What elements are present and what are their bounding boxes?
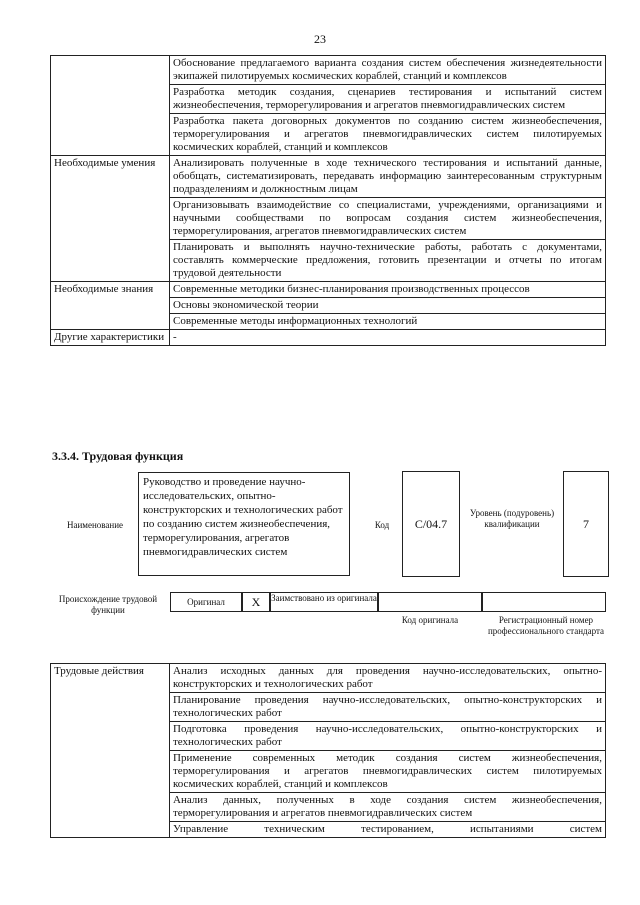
row-label: [51, 56, 170, 156]
reg-number-cell: [482, 592, 606, 612]
table-cell: Применение современных методик создания систем жизнеобеспечения, терморегулирования и агрегатов пневмогидравлических систем пилотируемых космических кораблей, станций и комплексов: [170, 751, 606, 793]
section-title: 3.3.4. Трудовая функция: [52, 449, 184, 463]
code-original-cell: [378, 592, 482, 612]
table-cell: Планирование проведения научно-исследовательских, опытно-конструкторских и технологических работ: [170, 693, 606, 722]
table-cell: Подготовка проведения научно-исследовательских, опытно-конструкторских и технологических работ: [170, 722, 606, 751]
original-mark: X: [242, 592, 270, 612]
row-label-skills: Необходимые умения: [51, 156, 170, 282]
table-cell: Разработка пакета договорных документов по созданию систем жизнеобеспечения, терморегулирования и агрегатов пневмогидравлических систем пилотируемых космических кораблей, станций и комплексов: [170, 114, 606, 156]
reg-number-label: Регистрационный номер профессионального стандарта: [487, 615, 605, 636]
row-label-other: Другие характеристики: [51, 330, 170, 346]
row-label-actions: Трудовые действия: [51, 664, 170, 838]
skills-table: [50, 55, 606, 346]
table-cell: Анализировать полученные в ходе технического тестирования и испытаний данные, обобщать, систематизировать, передавать информацию заинтересованным структурным подразделениям и должностным лицам: [170, 156, 606, 198]
table-cell: Организовывать взаимодействие со специалистами, учреждениями, организациями и научными сообществами по вопросам создания систем жизнеобеспечения, терморегулирования, агрегатов пневмогидравлических систем: [170, 198, 606, 240]
original-label: Оригинал: [170, 592, 242, 612]
row-label-knowledge: Необходимые знания: [51, 282, 170, 330]
borrowed-label: Заимствовано из оригинала: [270, 592, 378, 612]
function-name: Руководство и проведение научно-исследовательских, опытно-конструкторских и технологических работ по созданию систем жизнеобеспечения, терморегулирования, агрегатов пневмогидравлических систем: [138, 472, 350, 576]
function-code: C/04.7: [402, 471, 460, 577]
level-label: Уровень (подуровень) квалификации: [469, 508, 555, 529]
name-label: Наименование: [66, 520, 124, 530]
table-cell: Современные методы информационных технологий: [170, 314, 606, 330]
table-cell: Разработка методик создания, сценариев тестирования и испытаний систем жизнеобеспечения, терморегулирования и агрегатов пневмогидравлических систем: [170, 85, 606, 114]
table-cell: Основы экономической теории: [170, 298, 606, 314]
table-cell: Анализ исходных данных для проведения научно-исследовательских, опытно-конструкторских и технологических работ: [170, 664, 606, 693]
table-cell: Анализ данных, полученных в ходе создания систем жизнеобеспечения, терморегулирования и агрегатов пневмогидравлических систем: [170, 793, 606, 822]
code-label: Код: [374, 520, 390, 530]
page-number: 23: [314, 32, 326, 46]
origin-label: Происхождение трудовой функции: [58, 594, 158, 615]
table-cell: Планировать и выполнять научно-технические работы, работать с документами, составлять коммерческие предложения, готовить презентации и отчеты по итогам трудовой деятельности: [170, 240, 606, 282]
qualification-level: 7: [563, 471, 609, 577]
table-cell: -: [170, 330, 606, 346]
table-cell: Современные методики бизнес-планирования производственных процессов: [170, 282, 606, 298]
table-cell: Управление техническим тестированием, испытаниями систем: [170, 822, 606, 838]
code-original-label: Код оригинала: [401, 615, 459, 625]
actions-table: [50, 663, 606, 838]
table-cell: Обоснование предлагаемого варианта создания систем обеспечения жизнедеятельности экипажей пилотируемых космических кораблей, станций и комплексов: [170, 56, 606, 85]
